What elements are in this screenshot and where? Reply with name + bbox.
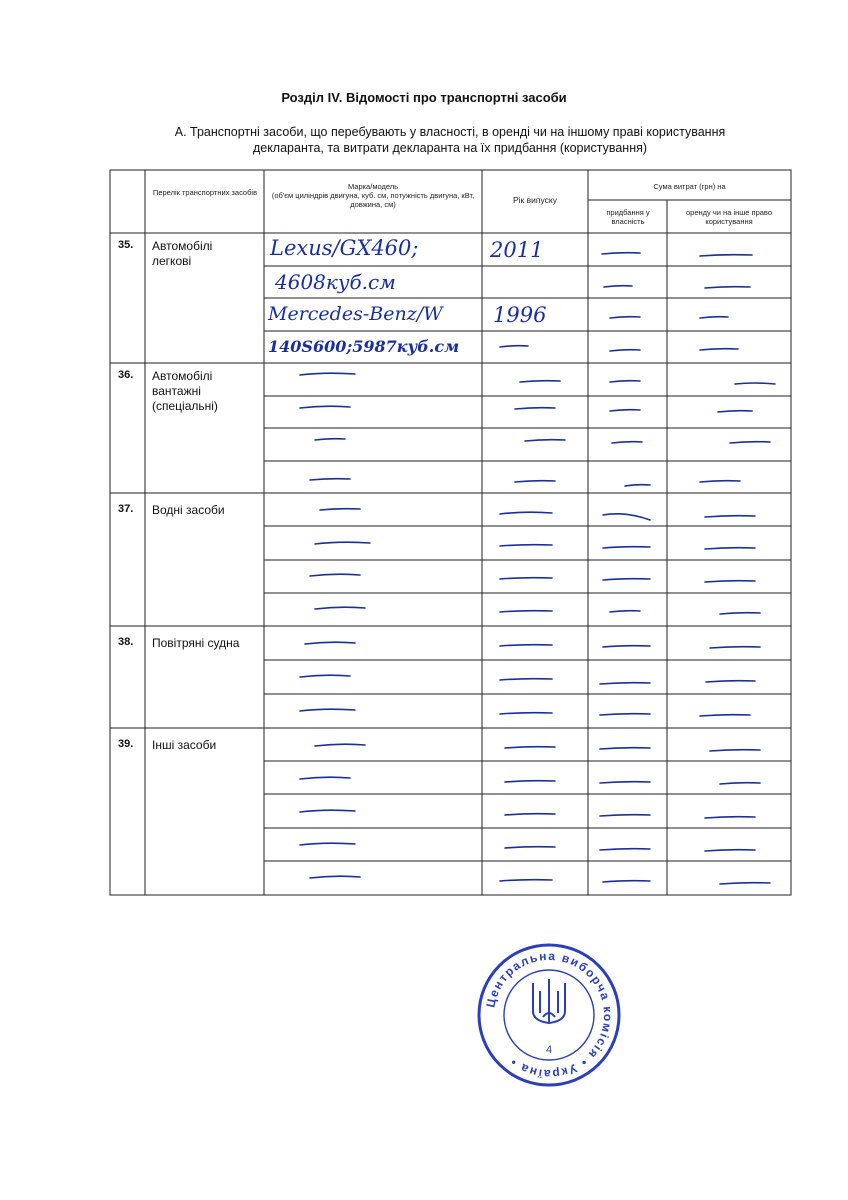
section-title: Розділ IV. Відомості про транспортні засоби bbox=[281, 90, 567, 105]
header-purchase: придбання у власність bbox=[606, 208, 650, 226]
subtitle-line-2: декларанта, та витрати декларанта на їх придбання (користування) bbox=[252, 141, 648, 155]
handwritten-car1-model: Lexus/GX460; bbox=[270, 236, 419, 260]
handwritten-car2-model: Mercedes-Benz/W bbox=[268, 303, 443, 325]
row-number-39: 39. bbox=[118, 738, 134, 750]
row-label-36: Автомобілі вантажні (спеціальні) bbox=[152, 369, 218, 413]
header-rent: оренду чи на інше право користування bbox=[686, 208, 772, 226]
row-number-36: 36. bbox=[118, 369, 134, 381]
stamp-ring-text: Центральна виборча комісія • Україна • bbox=[483, 948, 616, 1082]
header-year: Рік випуску bbox=[513, 195, 557, 205]
handwritten-car2-spec: 140S600;5987куб.см bbox=[268, 337, 460, 356]
official-stamp bbox=[475, 941, 623, 1089]
header-sum: Сума витрат (грн) на bbox=[653, 182, 726, 191]
row-number-38: 38. bbox=[118, 636, 134, 648]
header-model-title: Марка/модель bbox=[347, 182, 399, 191]
row-label-38: Повітряні судна bbox=[152, 636, 240, 650]
row-label-37: Водні засоби bbox=[152, 503, 225, 517]
trident-icon bbox=[533, 979, 565, 1023]
handwritten-car1-spec: 4608куб.см bbox=[275, 270, 396, 294]
row-label-35: Автомобілі легкові bbox=[152, 239, 213, 268]
row-number-37: 37. bbox=[118, 503, 134, 515]
stamp-number: 4 bbox=[545, 1044, 553, 1056]
header-model-note: (об'єм циліндрів двигуна, куб. см, потужність двигуна, кВт, довжина, см) bbox=[271, 191, 475, 209]
handwritten-car1-year: 2011 bbox=[490, 238, 544, 262]
row-label-39: Інші засоби bbox=[152, 738, 217, 752]
header-list: Перелік транспортних засобів bbox=[152, 188, 258, 197]
subtitle-line-1: А. Транспортні засоби, що перебувають у власності, в оренді чи на іншому праві користування bbox=[174, 125, 726, 139]
handwritten-car2-year: 1996 bbox=[493, 303, 547, 327]
row-number-35: 35. bbox=[118, 239, 134, 251]
